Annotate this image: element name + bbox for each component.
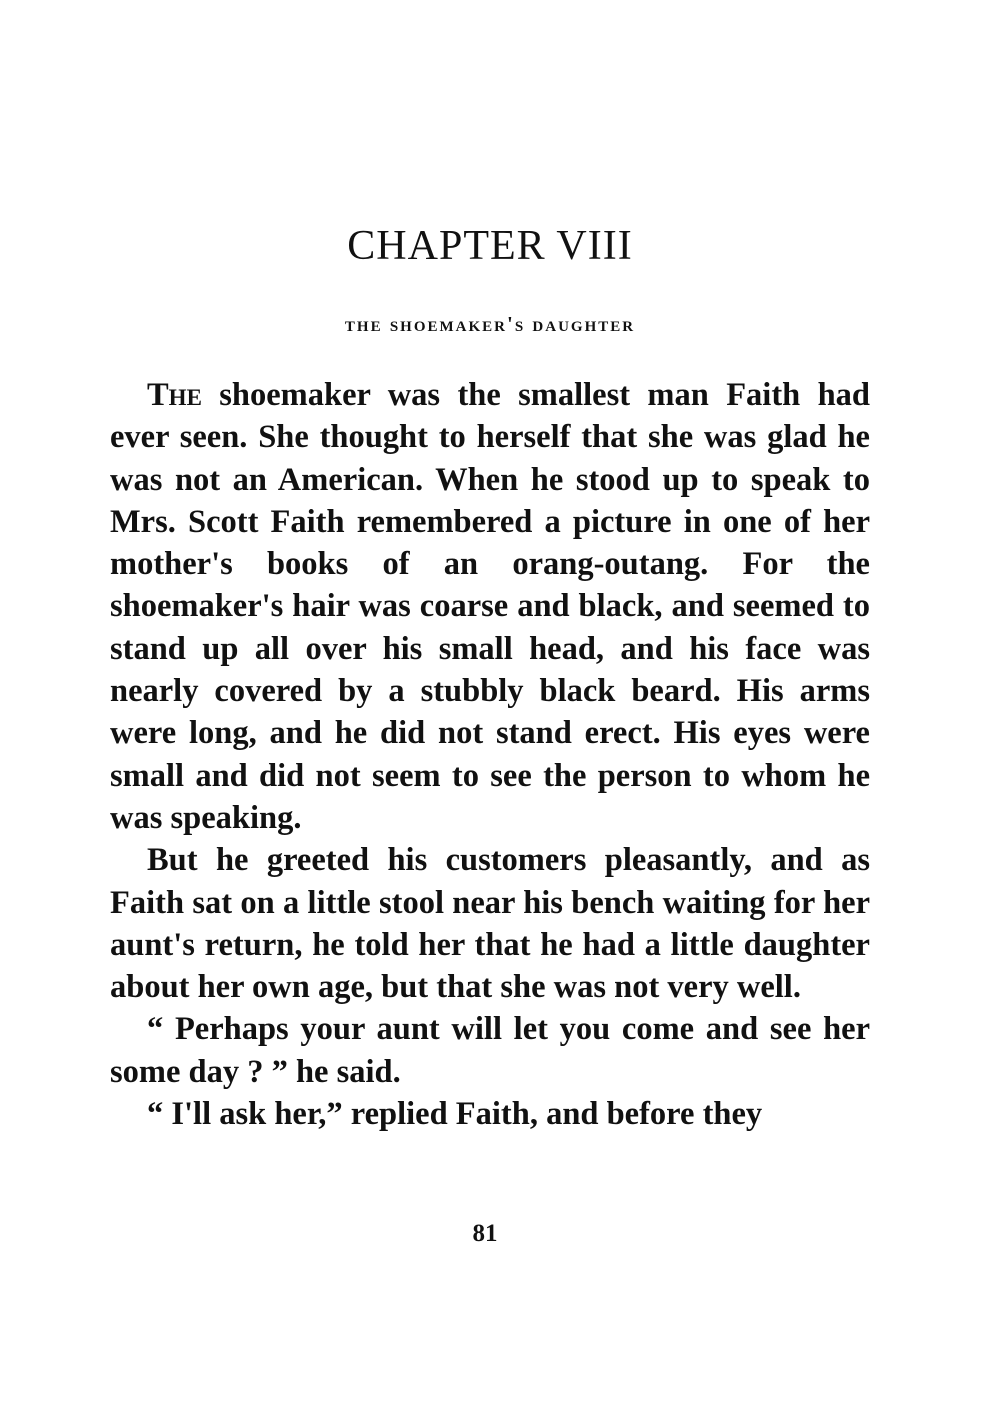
paragraph-4: “ I'll ask her,” replied Faith, and before they (147, 1096, 763, 1133)
paragraph-3: “ Perhaps your aunt will let you come and see her some day ? ” he said. (110, 1011, 870, 1090)
paragraph-2: But he greeted his customers pleasantly, and as Faith sat on a little stool near his bench waiting for her aunt's return, he told her that he had a little daughter about her own age, but that she was not very well. (110, 842, 870, 1006)
paragraph-text: shoemaker was the smallest man Faith had ever seen. She thought to herself that she was glad he was not an American. When he stood up to speak to Mrs. Scott Faith remembered a picture in one of her mother's books of an orang-outang. For the shoemaker's hair was coarse and black, and seemed to stand up all over his small head, and his face was nearly covered by a stubbly black beard. His arms were long, and he did not stand erect. His eyes were small and did not seem to see the person to whom he was speaking. (110, 377, 870, 836)
paragraph-lead-word: The (147, 377, 202, 413)
chapter-title: CHAPTER VIII (347, 223, 633, 269)
chapter-subtitle: the shoemaker's daughter (344, 312, 636, 336)
page-number: 81 (472, 1220, 498, 1247)
paragraph-1 (110, 374, 870, 839)
chapter-body (110, 374, 870, 1135)
